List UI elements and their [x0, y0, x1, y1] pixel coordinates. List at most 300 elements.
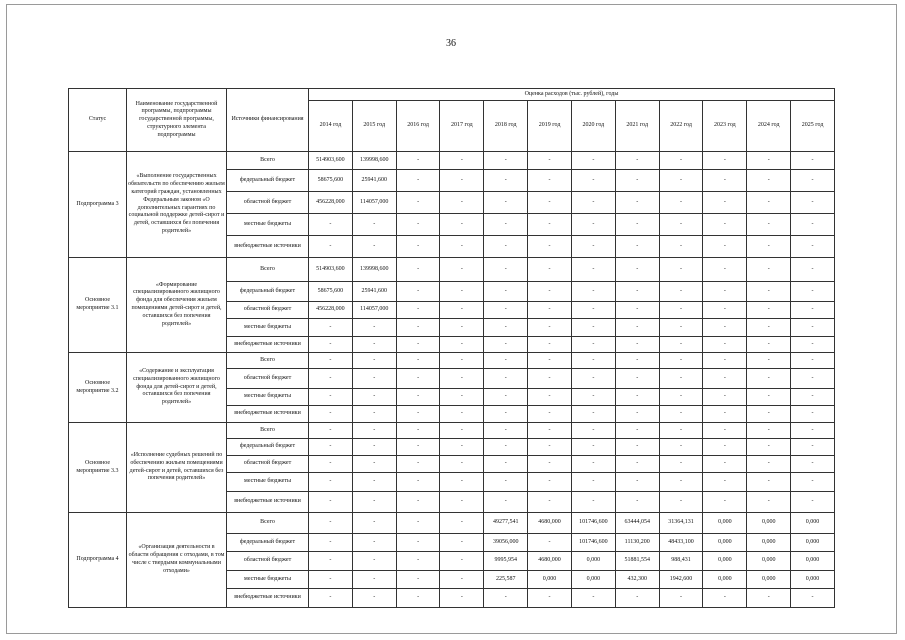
amount-cell: - — [440, 473, 484, 492]
amount-cell: - — [659, 353, 703, 369]
table-row — [69, 258, 835, 282]
amount-cell: - — [659, 423, 703, 439]
amount-cell: 25941,600 — [352, 282, 396, 302]
amount-cell: 514903,600 — [309, 258, 353, 282]
amount-cell: - — [352, 389, 396, 406]
amount-cell: - — [615, 473, 659, 492]
year-header: 2014 год — [309, 101, 353, 152]
amount-cell: - — [615, 282, 659, 302]
amount-cell: - — [659, 473, 703, 492]
amount-cell: - — [440, 369, 484, 389]
amount-cell: - — [703, 456, 747, 473]
amount-cell: - — [440, 439, 484, 456]
amount-cell: - — [703, 152, 747, 170]
amount-cell: - — [571, 236, 615, 258]
amount-cell: - — [659, 389, 703, 406]
amount-cell: - — [396, 456, 440, 473]
year-header: 2020 год — [571, 101, 615, 152]
amount-cell: - — [352, 571, 396, 589]
amount-cell: - — [352, 369, 396, 389]
amount-cell: - — [309, 389, 353, 406]
amount-cell: - — [440, 534, 484, 552]
amount-cell: - — [309, 319, 353, 337]
amount-cell: 988,431 — [659, 552, 703, 571]
amount-cell: - — [440, 302, 484, 319]
amount-cell: 58675,600 — [309, 170, 353, 192]
amount-cell: - — [309, 337, 353, 353]
amount-cell: - — [659, 369, 703, 389]
amount-cell: - — [440, 214, 484, 236]
amount-cell: - — [528, 423, 572, 439]
funding-source-cell: местные бюджеты — [227, 473, 309, 492]
amount-cell: - — [571, 319, 615, 337]
funding-source-cell: федеральный бюджет — [227, 170, 309, 192]
amount-cell: - — [615, 152, 659, 170]
amount-cell: - — [659, 258, 703, 282]
amount-cell: - — [528, 302, 572, 319]
amount-cell: - — [484, 152, 528, 170]
amount-cell: - — [571, 589, 615, 608]
amount-cell: - — [309, 423, 353, 439]
amount-cell: - — [703, 302, 747, 319]
amount-cell: - — [571, 170, 615, 192]
amount-cell: - — [791, 456, 835, 473]
amount-cell: - — [484, 214, 528, 236]
amount-cell: - — [396, 439, 440, 456]
amount-cell: - — [528, 337, 572, 353]
amount-cell: - — [309, 571, 353, 589]
amount-cell: - — [791, 170, 835, 192]
amount-cell: - — [528, 389, 572, 406]
amount-cell: - — [659, 439, 703, 456]
amount-cell: - — [747, 456, 791, 473]
amount-cell: - — [440, 282, 484, 302]
funding-source-cell: областной бюджет — [227, 552, 309, 571]
amount-cell: 432,300 — [615, 571, 659, 589]
amount-cell: - — [703, 473, 747, 492]
amount-cell: - — [352, 319, 396, 337]
amount-cell: - — [440, 337, 484, 353]
amount-cell: - — [396, 406, 440, 423]
amount-cell: - — [659, 302, 703, 319]
amount-cell: - — [571, 214, 615, 236]
amount-cell: - — [484, 389, 528, 406]
amount-cell: - — [747, 319, 791, 337]
amount-cell: - — [615, 456, 659, 473]
amount-cell: - — [703, 214, 747, 236]
amount-cell: 0,000 — [571, 552, 615, 571]
amount-cell: - — [484, 456, 528, 473]
name-header: Наименование государственной программы, подпрограммы государственной программы, структурного элемента подпрограммы — [127, 89, 227, 152]
amount-cell: - — [484, 258, 528, 282]
amount-cell: - — [528, 236, 572, 258]
status-cell: Подпрограмма 3 — [69, 152, 127, 258]
table-row — [69, 423, 835, 439]
amount-cell: 0,000 — [703, 552, 747, 571]
amount-cell: - — [396, 389, 440, 406]
funding-source-cell: Всего — [227, 258, 309, 282]
amount-cell: - — [484, 473, 528, 492]
amount-cell: 456228,000 — [309, 192, 353, 214]
amount-cell: - — [484, 337, 528, 353]
amount-cell: - — [309, 353, 353, 369]
amount-cell: - — [396, 423, 440, 439]
table-row — [69, 513, 835, 534]
amount-cell: - — [703, 406, 747, 423]
amount-cell: 139998,600 — [352, 152, 396, 170]
amount-cell: - — [791, 214, 835, 236]
amount-cell: - — [703, 439, 747, 456]
amount-cell: - — [396, 513, 440, 534]
amount-cell: - — [571, 439, 615, 456]
amount-cell: - — [747, 258, 791, 282]
amount-cell: 0,000 — [703, 534, 747, 552]
amount-cell: - — [396, 214, 440, 236]
year-header: 2019 год — [528, 101, 572, 152]
amount-cell: - — [309, 214, 353, 236]
amount-cell: - — [791, 353, 835, 369]
funding-source-cell: федеральный бюджет — [227, 282, 309, 302]
amount-cell: - — [747, 192, 791, 214]
amount-cell: - — [528, 282, 572, 302]
amount-cell: - — [528, 589, 572, 608]
funding-source-cell: Всего — [227, 353, 309, 369]
amount-cell: 0,000 — [791, 571, 835, 589]
amount-cell: - — [309, 473, 353, 492]
budget-table — [68, 88, 835, 608]
amount-cell: - — [440, 170, 484, 192]
amount-cell: - — [484, 439, 528, 456]
amount-cell: - — [703, 353, 747, 369]
amount-cell: - — [747, 214, 791, 236]
amount-cell: 114057,000 — [352, 192, 396, 214]
amount-cell: - — [747, 492, 791, 513]
amount-cell: - — [571, 406, 615, 423]
table-body — [69, 152, 835, 608]
amount-cell: - — [528, 319, 572, 337]
funding-source-cell: федеральный бюджет — [227, 439, 309, 456]
amount-cell: - — [484, 192, 528, 214]
amount-cell: - — [615, 353, 659, 369]
funding-source-cell: внебюджетные источники — [227, 589, 309, 608]
amount-cell: - — [484, 353, 528, 369]
amount-cell: - — [484, 302, 528, 319]
amount-cell: - — [484, 492, 528, 513]
amount-cell: - — [440, 513, 484, 534]
amount-cell: - — [615, 369, 659, 389]
amount-cell: 1942,600 — [659, 571, 703, 589]
amount-cell: 25941,600 — [352, 170, 396, 192]
program-name-cell: «Исполнение судебных решений по обеспечению жильем помещениями детей-сирот и детей, оставшихся без попечения родителей» — [127, 423, 227, 513]
amount-cell: - — [528, 534, 572, 552]
funding-source-cell: местные бюджеты — [227, 389, 309, 406]
funding-source-cell: местные бюджеты — [227, 319, 309, 337]
amount-cell: - — [528, 192, 572, 214]
amount-cell: 225,587 — [484, 571, 528, 589]
amount-cell: - — [484, 369, 528, 389]
amount-cell: - — [396, 282, 440, 302]
amount-cell: - — [571, 473, 615, 492]
amount-cell: 114057,000 — [352, 302, 396, 319]
amount-cell: - — [484, 319, 528, 337]
amount-cell: - — [703, 369, 747, 389]
amount-cell: - — [615, 337, 659, 353]
amount-cell: - — [791, 302, 835, 319]
program-name-cell: «Выполнение государственных обязательств по обеспечению жильем категорий граждан, установленных Федеральным законом «О дополнительных гарантиях по социальной поддержке детей-сирот и детей, оставшихся без попечения родителей» — [127, 152, 227, 258]
amount-cell: - — [659, 456, 703, 473]
program-name-cell: «Организация деятельности в области обращения с отходами, в том числе с твердыми коммунальными отходами» — [127, 513, 227, 608]
amount-cell: - — [396, 302, 440, 319]
amount-cell: - — [396, 258, 440, 282]
amount-cell: - — [352, 552, 396, 571]
amount-cell: 0,000 — [703, 513, 747, 534]
amount-cell: 0,000 — [528, 571, 572, 589]
amount-cell: - — [791, 439, 835, 456]
amount-cell: 11130,200 — [615, 534, 659, 552]
amount-cell: - — [440, 589, 484, 608]
amount-cell: - — [747, 439, 791, 456]
funding-source-cell: внебюджетные источники — [227, 492, 309, 513]
funding-source-cell: областной бюджет — [227, 302, 309, 319]
amount-cell: - — [440, 456, 484, 473]
amount-cell: - — [396, 170, 440, 192]
amount-cell: - — [703, 319, 747, 337]
amount-cell: 39056,000 — [484, 534, 528, 552]
amount-cell: - — [309, 534, 353, 552]
year-header: 2018 год — [484, 101, 528, 152]
amount-cell: - — [703, 236, 747, 258]
amount-cell: - — [528, 369, 572, 389]
amount-cell: - — [396, 473, 440, 492]
amount-cell: - — [747, 353, 791, 369]
amount-cell: - — [571, 423, 615, 439]
amount-cell: 58675,600 — [309, 282, 353, 302]
amount-cell: 0,000 — [791, 552, 835, 571]
amount-cell: - — [615, 319, 659, 337]
amount-cell: - — [703, 192, 747, 214]
amount-cell: - — [747, 236, 791, 258]
source-header: Источники финансирования — [227, 89, 309, 152]
amount-cell: - — [659, 236, 703, 258]
amount-cell: - — [571, 389, 615, 406]
amount-cell: - — [703, 423, 747, 439]
amount-cell: - — [615, 389, 659, 406]
amount-cell: - — [528, 152, 572, 170]
amount-cell: - — [440, 571, 484, 589]
year-header: 2017 год — [440, 101, 484, 152]
amount-cell: - — [615, 439, 659, 456]
amount-cell: - — [528, 258, 572, 282]
amount-cell: - — [352, 423, 396, 439]
amount-cell: - — [791, 473, 835, 492]
amount-cell: - — [615, 170, 659, 192]
amount-cell: - — [309, 369, 353, 389]
amount-cell: - — [659, 319, 703, 337]
funding-source-cell: областной бюджет — [227, 456, 309, 473]
amount-cell: - — [484, 589, 528, 608]
amount-cell: - — [309, 406, 353, 423]
amount-cell: - — [352, 513, 396, 534]
program-name-cell: «Формирование специализированного жилищного фонда для обеспечения жильем помещениями детей-сирот и детей, оставшихся без попечения родителей» — [127, 258, 227, 353]
amount-cell: - — [703, 337, 747, 353]
amount-cell: - — [309, 552, 353, 571]
amount-cell: - — [747, 389, 791, 406]
year-header: 2016 год — [396, 101, 440, 152]
amount-cell: - — [309, 456, 353, 473]
funding-source-cell: федеральный бюджет — [227, 534, 309, 552]
amount-cell: - — [396, 492, 440, 513]
amount-cell: 4680,000 — [528, 552, 572, 571]
amount-cell: - — [352, 236, 396, 258]
amount-cell: - — [440, 258, 484, 282]
amount-cell: - — [309, 513, 353, 534]
amount-cell: - — [703, 589, 747, 608]
amount-cell: - — [703, 492, 747, 513]
amount-cell: - — [791, 589, 835, 608]
year-header: 2023 год — [703, 101, 747, 152]
amount-cell: - — [440, 492, 484, 513]
amount-cell: 139998,600 — [352, 258, 396, 282]
amount-cell: - — [396, 192, 440, 214]
amount-cell: - — [615, 302, 659, 319]
estimate-header: Оценка расходов (тыс. рублей), годы — [309, 89, 835, 101]
amount-cell: - — [791, 319, 835, 337]
amount-cell: 0,000 — [747, 534, 791, 552]
amount-cell: - — [352, 456, 396, 473]
amount-cell: - — [440, 319, 484, 337]
amount-cell: - — [396, 571, 440, 589]
amount-cell: 514903,600 — [309, 152, 353, 170]
amount-cell: - — [747, 369, 791, 389]
amount-cell: - — [791, 152, 835, 170]
amount-cell: - — [396, 152, 440, 170]
amount-cell: - — [571, 302, 615, 319]
status-cell: Основное мероприятие 3.3 — [69, 423, 127, 513]
header-row — [69, 89, 835, 101]
amount-cell: - — [747, 473, 791, 492]
funding-source-cell: областной бюджет — [227, 192, 309, 214]
year-header: 2025 год — [791, 101, 835, 152]
status-header: Статус — [69, 89, 127, 152]
amount-cell: - — [659, 170, 703, 192]
amount-cell: - — [440, 552, 484, 571]
amount-cell: - — [440, 406, 484, 423]
amount-cell: 0,000 — [791, 513, 835, 534]
amount-cell: - — [440, 423, 484, 439]
amount-cell: - — [791, 492, 835, 513]
amount-cell: - — [352, 589, 396, 608]
year-header: 2015 год — [352, 101, 396, 152]
amount-cell: - — [791, 192, 835, 214]
amount-cell: 51881,554 — [615, 552, 659, 571]
amount-cell: 0,000 — [747, 513, 791, 534]
amount-cell: - — [659, 492, 703, 513]
amount-cell: - — [528, 439, 572, 456]
amount-cell: 48433,100 — [659, 534, 703, 552]
amount-cell: - — [791, 337, 835, 353]
amount-cell: - — [352, 406, 396, 423]
amount-cell: - — [659, 282, 703, 302]
amount-cell: - — [747, 337, 791, 353]
amount-cell: - — [571, 353, 615, 369]
amount-cell: - — [352, 439, 396, 456]
amount-cell: - — [352, 353, 396, 369]
amount-cell: - — [396, 589, 440, 608]
amount-cell: - — [396, 552, 440, 571]
amount-cell: - — [309, 589, 353, 608]
amount-cell: - — [747, 406, 791, 423]
amount-cell: 4680,000 — [528, 513, 572, 534]
amount-cell: 0,000 — [747, 571, 791, 589]
funding-source-cell: Всего — [227, 152, 309, 170]
funding-source-cell: местные бюджеты — [227, 214, 309, 236]
amount-cell: - — [571, 492, 615, 513]
amount-cell: - — [615, 423, 659, 439]
amount-cell: - — [528, 473, 572, 492]
table-row — [69, 353, 835, 369]
amount-cell: - — [484, 170, 528, 192]
amount-cell: - — [440, 192, 484, 214]
amount-cell: - — [396, 319, 440, 337]
amount-cell: - — [791, 389, 835, 406]
year-header: 2022 год — [659, 101, 703, 152]
amount-cell: - — [440, 152, 484, 170]
amount-cell: 0,000 — [703, 571, 747, 589]
amount-cell: - — [615, 236, 659, 258]
amount-cell: - — [396, 337, 440, 353]
amount-cell: - — [615, 214, 659, 236]
amount-cell: - — [440, 389, 484, 406]
amount-cell: - — [703, 282, 747, 302]
amount-cell: - — [571, 456, 615, 473]
amount-cell: - — [571, 192, 615, 214]
funding-source-cell: внебюджетные источники — [227, 236, 309, 258]
amount-cell: - — [571, 369, 615, 389]
amount-cell: - — [747, 170, 791, 192]
amount-cell: - — [659, 337, 703, 353]
amount-cell: - — [747, 589, 791, 608]
amount-cell: - — [571, 282, 615, 302]
amount-cell: - — [747, 423, 791, 439]
amount-cell: 9995,954 — [484, 552, 528, 571]
amount-cell: - — [571, 258, 615, 282]
status-cell: Подпрограмма 4 — [69, 513, 127, 608]
amount-cell: 49277,541 — [484, 513, 528, 534]
amount-cell: 0,000 — [571, 571, 615, 589]
amount-cell: 101746,600 — [571, 534, 615, 552]
amount-cell: - — [659, 192, 703, 214]
funding-source-cell: внебюджетные источники — [227, 337, 309, 353]
amount-cell: - — [484, 236, 528, 258]
amount-cell: - — [659, 589, 703, 608]
amount-cell: - — [659, 214, 703, 236]
amount-cell: - — [747, 302, 791, 319]
year-header: 2021 год — [615, 101, 659, 152]
amount-cell: 31364,131 — [659, 513, 703, 534]
amount-cell: - — [791, 282, 835, 302]
funding-source-cell: областной бюджет — [227, 369, 309, 389]
amount-cell: - — [791, 406, 835, 423]
funding-source-cell: местные бюджеты — [227, 571, 309, 589]
amount-cell: 101746,600 — [571, 513, 615, 534]
amount-cell: - — [571, 337, 615, 353]
amount-cell: 63444,054 — [615, 513, 659, 534]
amount-cell: - — [659, 152, 703, 170]
page-number: 36 — [446, 38, 456, 49]
amount-cell: - — [615, 492, 659, 513]
amount-cell: - — [791, 258, 835, 282]
table-row — [69, 152, 835, 170]
